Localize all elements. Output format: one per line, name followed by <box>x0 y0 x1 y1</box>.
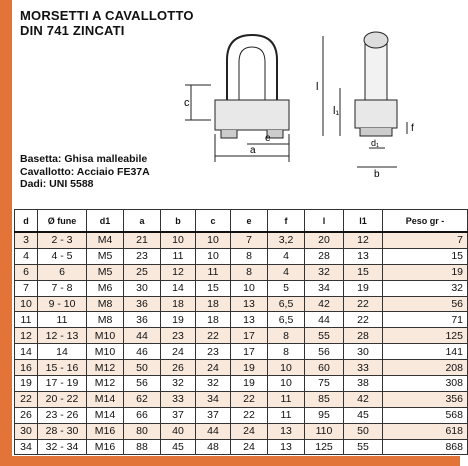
table-row <box>15 264 468 280</box>
table-cell: 10 <box>161 232 196 248</box>
front-view <box>185 35 289 162</box>
table-row <box>15 344 468 360</box>
table-cell: 50 <box>344 423 383 439</box>
table-cell: 42 <box>344 391 383 407</box>
table-cell: 44 <box>196 423 231 439</box>
table-cell: 42 <box>305 296 344 312</box>
table-cell: 356 <box>383 391 468 407</box>
table-cell: 19 <box>383 264 468 280</box>
table-cell: 22 <box>344 296 383 312</box>
label-b: b <box>374 169 380 180</box>
table-header-cell: l <box>305 210 344 233</box>
table-cell: 12 <box>15 328 38 344</box>
table-cell: 26 <box>161 360 196 376</box>
table-cell: 28 <box>305 248 344 264</box>
table-cell: 618 <box>383 423 468 439</box>
table-cell: 32 <box>305 264 344 280</box>
table-header-cell: a <box>124 210 161 233</box>
table-cell: 8 <box>231 248 268 264</box>
table-cell: 6,5 <box>268 312 305 328</box>
table-cell: 13 <box>344 248 383 264</box>
table-cell: 26 <box>15 407 38 423</box>
table-cell: 15 <box>344 264 383 280</box>
table-cell: 30 <box>344 344 383 360</box>
table-cell: 15 <box>383 248 468 264</box>
label-a: a <box>250 145 256 156</box>
table-cell: 32 <box>383 280 468 296</box>
product-title <box>20 8 194 38</box>
table-cell: 30 <box>124 280 161 296</box>
table-cell: 10 <box>196 248 231 264</box>
table-row <box>15 248 468 264</box>
table-cell: 44 <box>124 328 161 344</box>
table-cell: 22 <box>196 328 231 344</box>
table-cell: 17 - 19 <box>38 376 87 392</box>
table-cell: 44 <box>305 312 344 328</box>
table-cell: 71 <box>383 312 468 328</box>
table-cell: 20 <box>305 232 344 248</box>
table-cell: 56 <box>124 376 161 392</box>
table-cell: 19 <box>15 376 38 392</box>
table-cell: 868 <box>383 439 468 455</box>
table-row <box>15 232 468 248</box>
table-cell: 19 <box>231 360 268 376</box>
table-cell: 17 <box>231 328 268 344</box>
spec-base: Basetta: Ghisa malleabile <box>20 153 148 165</box>
table-cell: 2 - 3 <box>38 232 87 248</box>
table-cell: 19 <box>344 280 383 296</box>
table-cell: 12 <box>161 264 196 280</box>
table-cell: 568 <box>383 407 468 423</box>
table-cell: 11 <box>268 407 305 423</box>
table-cell: 141 <box>383 344 468 360</box>
table-cell: 7 - 8 <box>38 280 87 296</box>
table-row <box>15 423 468 439</box>
table-cell: 6,5 <box>268 296 305 312</box>
table-cell: M8 <box>87 312 124 328</box>
table-cell: 12 <box>344 232 383 248</box>
table-cell: 80 <box>124 423 161 439</box>
table-cell: 6 <box>38 264 87 280</box>
table-cell: 28 - 30 <box>38 423 87 439</box>
table-cell: 13 <box>268 423 305 439</box>
table-cell: 28 <box>344 328 383 344</box>
table-cell: 32 <box>161 376 196 392</box>
table-cell: M10 <box>87 344 124 360</box>
table-header-cell: l1 <box>344 210 383 233</box>
table-cell: 23 <box>124 248 161 264</box>
table-cell: M12 <box>87 360 124 376</box>
table-cell: 85 <box>305 391 344 407</box>
table-cell: 48 <box>196 439 231 455</box>
table-header-cell: d <box>15 210 38 233</box>
table-cell: 18 <box>196 296 231 312</box>
dimensions-table <box>14 209 468 455</box>
table-cell: M16 <box>87 423 124 439</box>
title-line-2: DIN 741 ZINCATI <box>20 23 125 38</box>
table-cell: 34 <box>305 280 344 296</box>
table-cell: 24 <box>231 423 268 439</box>
table-cell: 30 <box>15 423 38 439</box>
table-cell: 88 <box>124 439 161 455</box>
table-cell: 15 <box>196 280 231 296</box>
table-cell: 10 <box>268 360 305 376</box>
table-cell: 38 <box>344 376 383 392</box>
table-body <box>15 232 468 455</box>
table-cell: 60 <box>305 360 344 376</box>
table-cell: 3,2 <box>268 232 305 248</box>
table-cell: 23 <box>161 328 196 344</box>
table-cell: 125 <box>305 439 344 455</box>
table-cell: 308 <box>383 376 468 392</box>
table-cell: 62 <box>124 391 161 407</box>
table-row <box>15 280 468 296</box>
table-cell: 22 <box>231 407 268 423</box>
table-cell: 110 <box>305 423 344 439</box>
table-header-cell: Peso gr - <box>383 210 468 233</box>
table-cell: 46 <box>124 344 161 360</box>
table-cell: 13 <box>268 439 305 455</box>
table-cell: 19 <box>231 376 268 392</box>
table-cell: 55 <box>344 439 383 455</box>
table-header-cell: f <box>268 210 305 233</box>
table-header-cell: d1 <box>87 210 124 233</box>
table-cell: M14 <box>87 391 124 407</box>
table-cell: 24 <box>196 360 231 376</box>
table-cell: 7 <box>231 232 268 248</box>
label-l1: l₁ <box>333 105 340 117</box>
spec-nuts: Dadi: UNI 5588 <box>20 178 94 190</box>
table-cell: 33 <box>161 391 196 407</box>
table-cell: 19 <box>161 312 196 328</box>
technical-drawing <box>175 30 455 190</box>
table-cell: 18 <box>196 312 231 328</box>
table-cell: 4 <box>15 248 38 264</box>
table-cell: 13 <box>231 296 268 312</box>
table-cell: 34 <box>196 391 231 407</box>
left-orange-border <box>0 0 12 466</box>
table-cell: 37 <box>196 407 231 423</box>
table-cell: 13 <box>231 312 268 328</box>
label-l: l <box>316 81 319 93</box>
table-cell: M5 <box>87 264 124 280</box>
table-cell: 17 <box>231 344 268 360</box>
table-cell: 4 <box>268 264 305 280</box>
table-cell: M16 <box>87 439 124 455</box>
table-cell: 10 <box>231 280 268 296</box>
table-cell: 10 <box>196 232 231 248</box>
table-cell: 11 <box>161 248 196 264</box>
table-cell: 36 <box>124 312 161 328</box>
table-cell: 32 - 34 <box>38 439 87 455</box>
table-header-cell: e <box>231 210 268 233</box>
table-header-row <box>15 210 468 233</box>
table-cell: 32 <box>196 376 231 392</box>
table-cell: 25 <box>124 264 161 280</box>
table-row <box>15 328 468 344</box>
table-row <box>15 407 468 423</box>
table-cell: 16 <box>15 360 38 376</box>
table-row <box>15 391 468 407</box>
label-d1: d₁ <box>371 138 380 148</box>
side-view <box>323 32 407 167</box>
table-cell: 6 <box>15 264 38 280</box>
table-cell: 45 <box>344 407 383 423</box>
table-row <box>15 312 468 328</box>
table-cell: M4 <box>87 232 124 248</box>
title-line-1: MORSETTI A CAVALLOTTO <box>20 8 194 23</box>
table-cell: M6 <box>87 280 124 296</box>
table-cell: 55 <box>305 328 344 344</box>
table-cell: 20 - 22 <box>38 391 87 407</box>
table-cell: M12 <box>87 376 124 392</box>
table-cell: 10 <box>268 376 305 392</box>
table-cell: 8 <box>268 344 305 360</box>
table-cell: 56 <box>305 344 344 360</box>
table-cell: M10 <box>87 328 124 344</box>
table-cell: 7 <box>383 232 468 248</box>
table-cell: 125 <box>383 328 468 344</box>
table-cell: 95 <box>305 407 344 423</box>
table-cell: 4 <box>268 248 305 264</box>
table-cell: 50 <box>124 360 161 376</box>
table-cell: 4 - 5 <box>38 248 87 264</box>
table-row <box>15 296 468 312</box>
table-cell: 5 <box>268 280 305 296</box>
table-cell: 11 <box>15 312 38 328</box>
table-cell: 8 <box>231 264 268 280</box>
table-row <box>15 439 468 455</box>
table-cell: M5 <box>87 248 124 264</box>
table-header-cell: Ø fune <box>38 210 87 233</box>
table-cell: 12 - 13 <box>38 328 87 344</box>
table-cell: 14 <box>161 280 196 296</box>
table-cell: 15 - 16 <box>38 360 87 376</box>
table-cell: 11 <box>268 391 305 407</box>
table-cell: 11 <box>196 264 231 280</box>
dimensions-table-wrap <box>14 209 463 455</box>
table-cell: 14 <box>15 344 38 360</box>
table-cell: 11 <box>38 312 87 328</box>
table-cell: 56 <box>383 296 468 312</box>
table-cell: 21 <box>124 232 161 248</box>
table-cell: 33 <box>344 360 383 376</box>
table-cell: 24 <box>161 344 196 360</box>
table-cell: 23 - 26 <box>38 407 87 423</box>
table-cell: 34 <box>15 439 38 455</box>
table-cell: 22 <box>15 391 38 407</box>
table-cell: 8 <box>268 328 305 344</box>
table-cell: 36 <box>124 296 161 312</box>
table-cell: 40 <box>161 423 196 439</box>
table-cell: 10 <box>15 296 38 312</box>
table-cell: 208 <box>383 360 468 376</box>
table-row <box>15 360 468 376</box>
table-cell: M8 <box>87 296 124 312</box>
table-cell: 22 <box>344 312 383 328</box>
table-cell: 14 <box>38 344 87 360</box>
table-cell: 24 <box>231 439 268 455</box>
material-specs <box>20 153 150 191</box>
table-cell: 18 <box>161 296 196 312</box>
table-header-cell: c <box>196 210 231 233</box>
table-cell: 37 <box>161 407 196 423</box>
label-e: e <box>265 133 271 144</box>
table-cell: M14 <box>87 407 124 423</box>
label-f: f <box>411 123 414 134</box>
table-cell: 22 <box>231 391 268 407</box>
table-cell: 9 - 10 <box>38 296 87 312</box>
table-row <box>15 376 468 392</box>
table-cell: 45 <box>161 439 196 455</box>
bottom-orange-border <box>0 456 460 466</box>
table-cell: 7 <box>15 280 38 296</box>
spec-u-bolt: Cavallotto: Acciaio FE37A <box>20 165 150 178</box>
table-cell: 75 <box>305 376 344 392</box>
table-header-cell: b <box>161 210 196 233</box>
table-cell: 66 <box>124 407 161 423</box>
label-c: c <box>184 97 190 109</box>
table-cell: 23 <box>196 344 231 360</box>
table-cell: 3 <box>15 232 38 248</box>
